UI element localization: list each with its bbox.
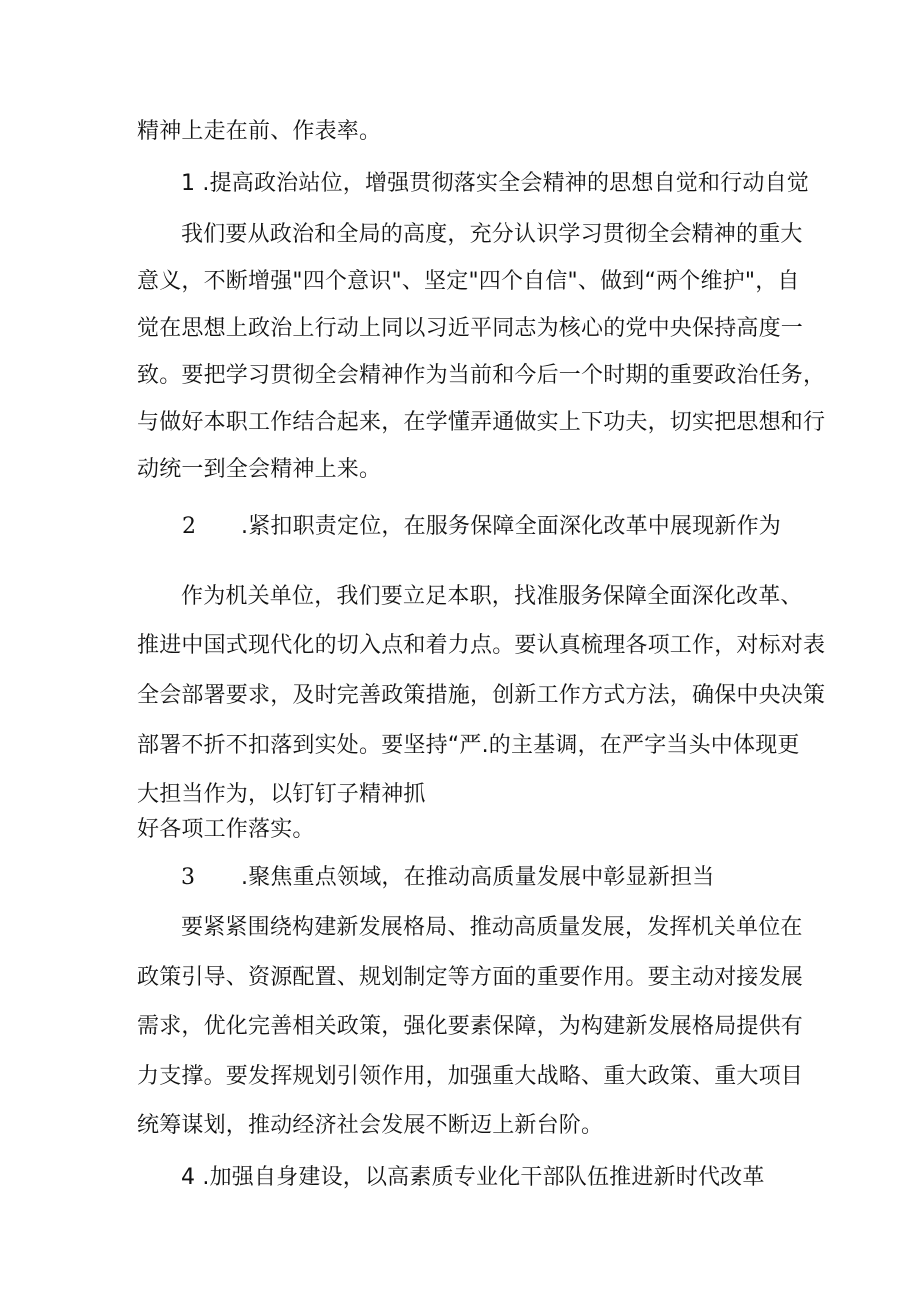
section-heading-4: 4 .加强自身建设，以高素质专业化干部队伍推进新时代改革: [181, 1165, 765, 1190]
section-heading-1: 1 .提高政治站位，增强贯彻落实全会精神的思想自觉和行动自觉: [181, 171, 809, 196]
paragraph-line: 要紧紧围绕构建新发展格局、推动高质量发展，发挥机关单位在: [181, 915, 803, 940]
section-heading-3-text: .聚焦重点领域，在推动高质量发展中彰显新担当: [241, 865, 715, 890]
paragraph-line: 推进中国式现代化的切入点和着力点。要认真梳理各项工作，对标对表: [137, 633, 826, 658]
paragraph-line: 觉在思想上政治上行动上同以习近平同志为核心的党中央保持高度一: [137, 316, 804, 341]
paragraph-line: 动统一到全会精神上来。: [137, 457, 382, 482]
paragraph-line: 作为机关单位，我们要立足本职，找准服务保障全面深化改革、: [181, 584, 803, 609]
paragraph-line: 统筹谋划，推动经济社会发展不断迈上新台阶。: [137, 1113, 604, 1138]
paragraph-line: 政策引导、资源配置、规划制定等方面的重要作用。要主动对接发展: [137, 965, 804, 990]
section-heading-2-number: 2: [182, 514, 196, 539]
paragraph-line: 我们要从政治和全局的高度，充分认识学习贯彻全会精神的重大: [181, 222, 803, 247]
paragraph-line: 与做好本职工作结合起来，在学懂弄通做实上下功夫，切实把思想和行: [137, 410, 826, 435]
paragraph-line: 精神上走在前、作表率。: [137, 119, 382, 144]
paragraph-line: 力支撑。要发挥规划引领作用，加强重大战略、重大政策、重大项目: [137, 1064, 804, 1089]
paragraph-line: 意义，不断增强"四个意识"、坚定"四个自信"、做到“两个维护"，自: [137, 269, 800, 294]
paragraph-line: 需求，优化完善相关政策，强化要素保障，为构建新发展格局提供有: [137, 1014, 804, 1039]
paragraph-line: 致。要把学习贯彻全会精神作为当前和今后一个时期的重要政治任务，: [137, 363, 826, 388]
paragraph-line: 大担当作为，以钉钉子精神抓: [137, 782, 426, 807]
paragraph-line: 全会部署要求，及时完善政策措施，创新工作方式方法，确保中央决策: [137, 683, 826, 708]
section-heading-3-number: 3: [181, 865, 195, 890]
paragraph-line: 部署不折不扣落到实处。要坚持“严.的主基调，在严字当头中体现更: [137, 733, 800, 758]
paragraph-line: 好各项工作落实。: [137, 817, 315, 842]
section-heading-2-text: .紧扣职责定位，在服务保障全面深化改革中展现新作为: [241, 514, 781, 539]
